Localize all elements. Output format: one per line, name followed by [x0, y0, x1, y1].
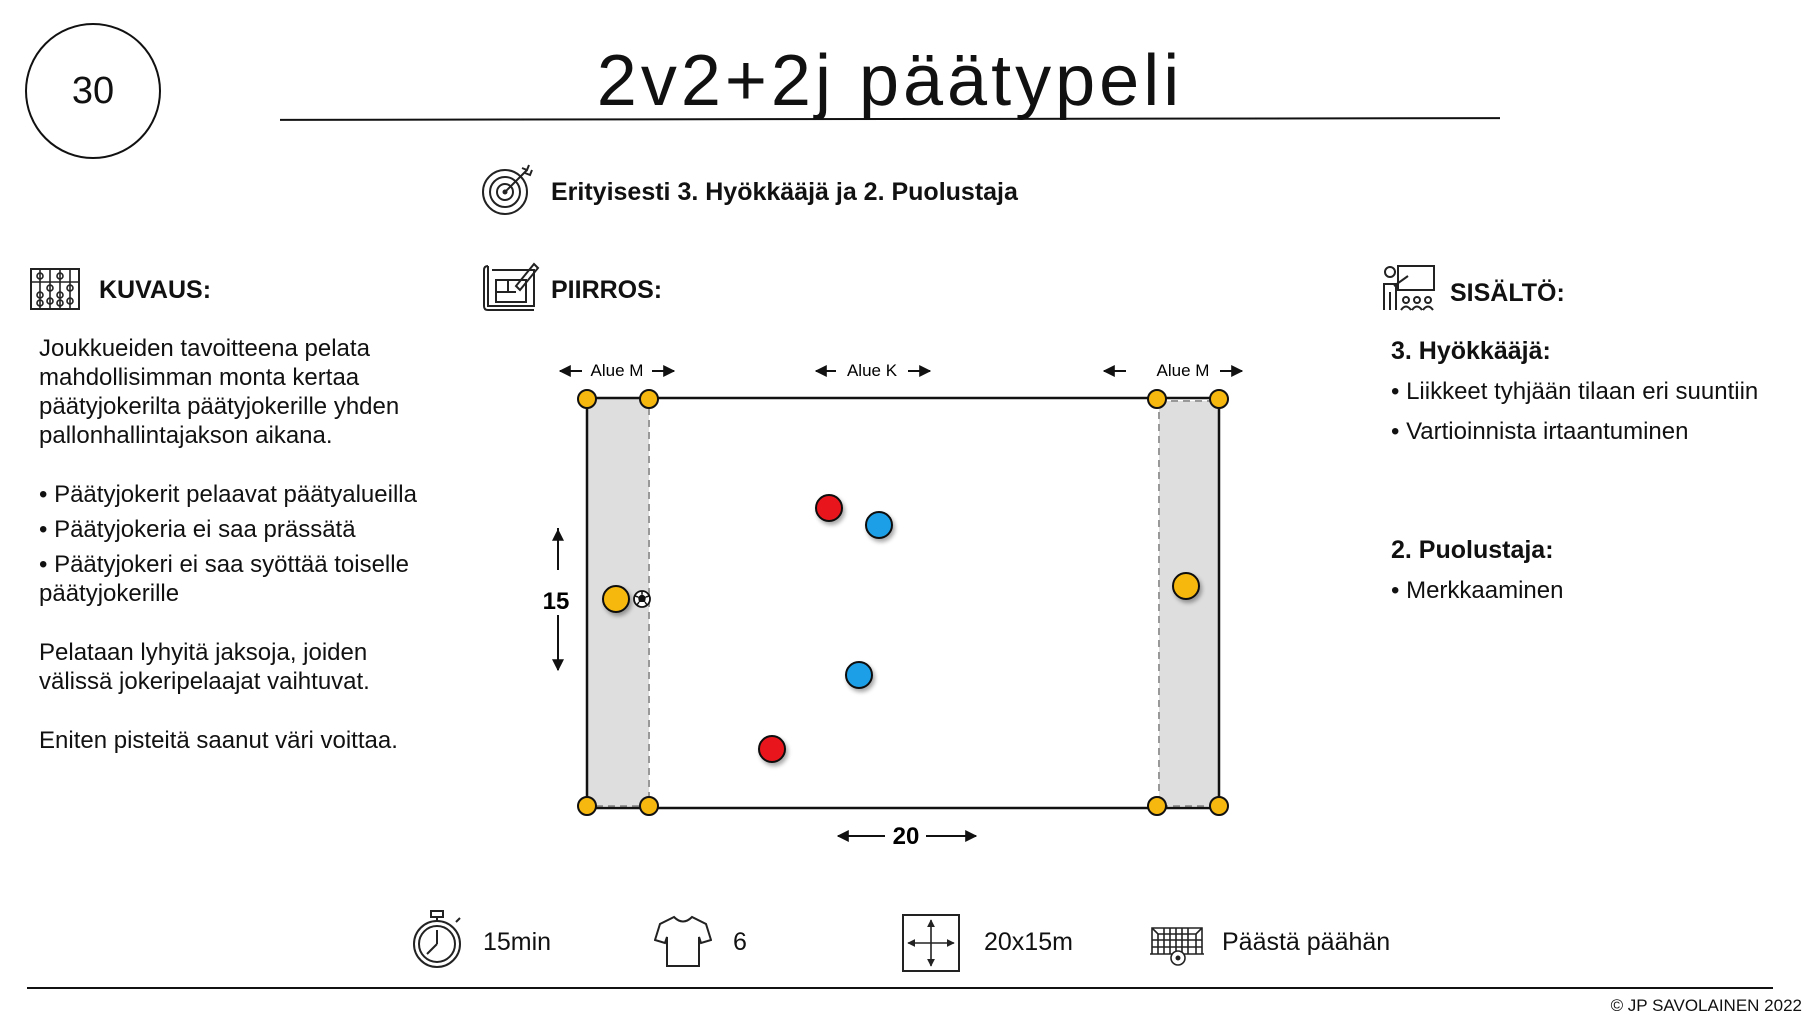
blue-player — [866, 512, 892, 538]
cone — [1210, 390, 1228, 408]
shirt-icon — [654, 914, 712, 968]
zone-label-right — [1104, 361, 1242, 380]
description-heading: KUVAUS: — [99, 276, 212, 304]
content-item: • Liikkeet tyhjään tilaan eri suuntiin — [1391, 378, 1759, 405]
description-rule: • Päätyjokeria ei saa prässätä — [39, 516, 356, 543]
cone — [1148, 797, 1166, 815]
cone — [640, 797, 658, 815]
goal-text: Päästä päähän — [1222, 928, 1391, 956]
zone-label-left — [560, 361, 674, 380]
zone-label-center — [816, 361, 930, 380]
footer-divider — [27, 987, 1773, 989]
pitch-outline — [587, 398, 1219, 808]
red-player — [759, 736, 785, 762]
description-rule: • Päätyjokeri ei saa syöttää toiselle päätyjokerille — [39, 551, 409, 607]
yellow-end-joker — [1173, 573, 1199, 599]
content-item: • Vartioinnista irtaantuminen — [1391, 418, 1689, 445]
target-icon — [481, 162, 535, 216]
cone — [1148, 390, 1166, 408]
teacher-icon — [1380, 262, 1436, 314]
content-section-title: 2. Puolustaja: — [1391, 536, 1554, 564]
stopwatch-icon — [410, 908, 464, 970]
zone-center-label: Alue K — [846, 361, 898, 380]
end-zone-right — [1159, 401, 1219, 806]
duration-text: 15min — [483, 928, 552, 956]
cone — [578, 390, 596, 408]
content-heading: SISÄLTÖ: — [1450, 279, 1565, 307]
pitch-diagram — [530, 350, 1250, 865]
description-paragraph: Joukkueiden tavoitteena pelata mahdollisimman monta kertaa päätyjokerilta päätyjokerille yhden pallonhallintajakson aikana. — [39, 335, 400, 449]
yellow-end-joker — [603, 586, 629, 612]
content-item: • Merkkaaminen — [1391, 577, 1564, 604]
abacus-icon — [30, 268, 80, 310]
area-text: 20x15m — [984, 928, 1073, 956]
content-section-title: 3. Hyökkääjä: — [1391, 337, 1551, 365]
red-player — [816, 495, 842, 521]
cone — [640, 390, 658, 408]
height-label: 15 — [542, 588, 570, 615]
zone-right-label: Alue M — [1156, 361, 1210, 380]
players-text: 6 — [733, 928, 747, 956]
cones — [578, 390, 1228, 815]
ball-icon — [634, 591, 650, 607]
drawing-heading: PIIRROS: — [551, 276, 663, 304]
description-paragraph: Eniten pisteitä saanut väri voittaa. — [39, 727, 398, 754]
goal-net-icon — [1150, 924, 1204, 968]
cone — [1210, 797, 1228, 815]
description-text — [39, 334, 419, 755]
area-arrows-icon — [902, 914, 960, 972]
content-sections — [1391, 337, 1791, 605]
exercise-number: 30 — [25, 23, 161, 159]
zone-left-label: Alue M — [590, 361, 644, 380]
description-rule: • Päätyjokerit pelaavat päätyalueilla — [39, 481, 417, 508]
page-title: 2v2+2j päätypeli — [596, 41, 1184, 121]
cone — [578, 797, 596, 815]
description-paragraph: Pelataan lyhyitä jaksoja, joiden välissä jokeripelaajat vaihtuvat. — [39, 639, 370, 695]
blueprint-icon — [482, 260, 540, 312]
focus-text: Erityisesti 3. Hyökkääjä ja 2. Puolustaja — [551, 178, 1018, 206]
blue-player — [846, 662, 872, 688]
copyright: © JP SAVOLAINEN 2022 — [1610, 996, 1802, 1015]
width-label: 20 — [892, 823, 920, 850]
